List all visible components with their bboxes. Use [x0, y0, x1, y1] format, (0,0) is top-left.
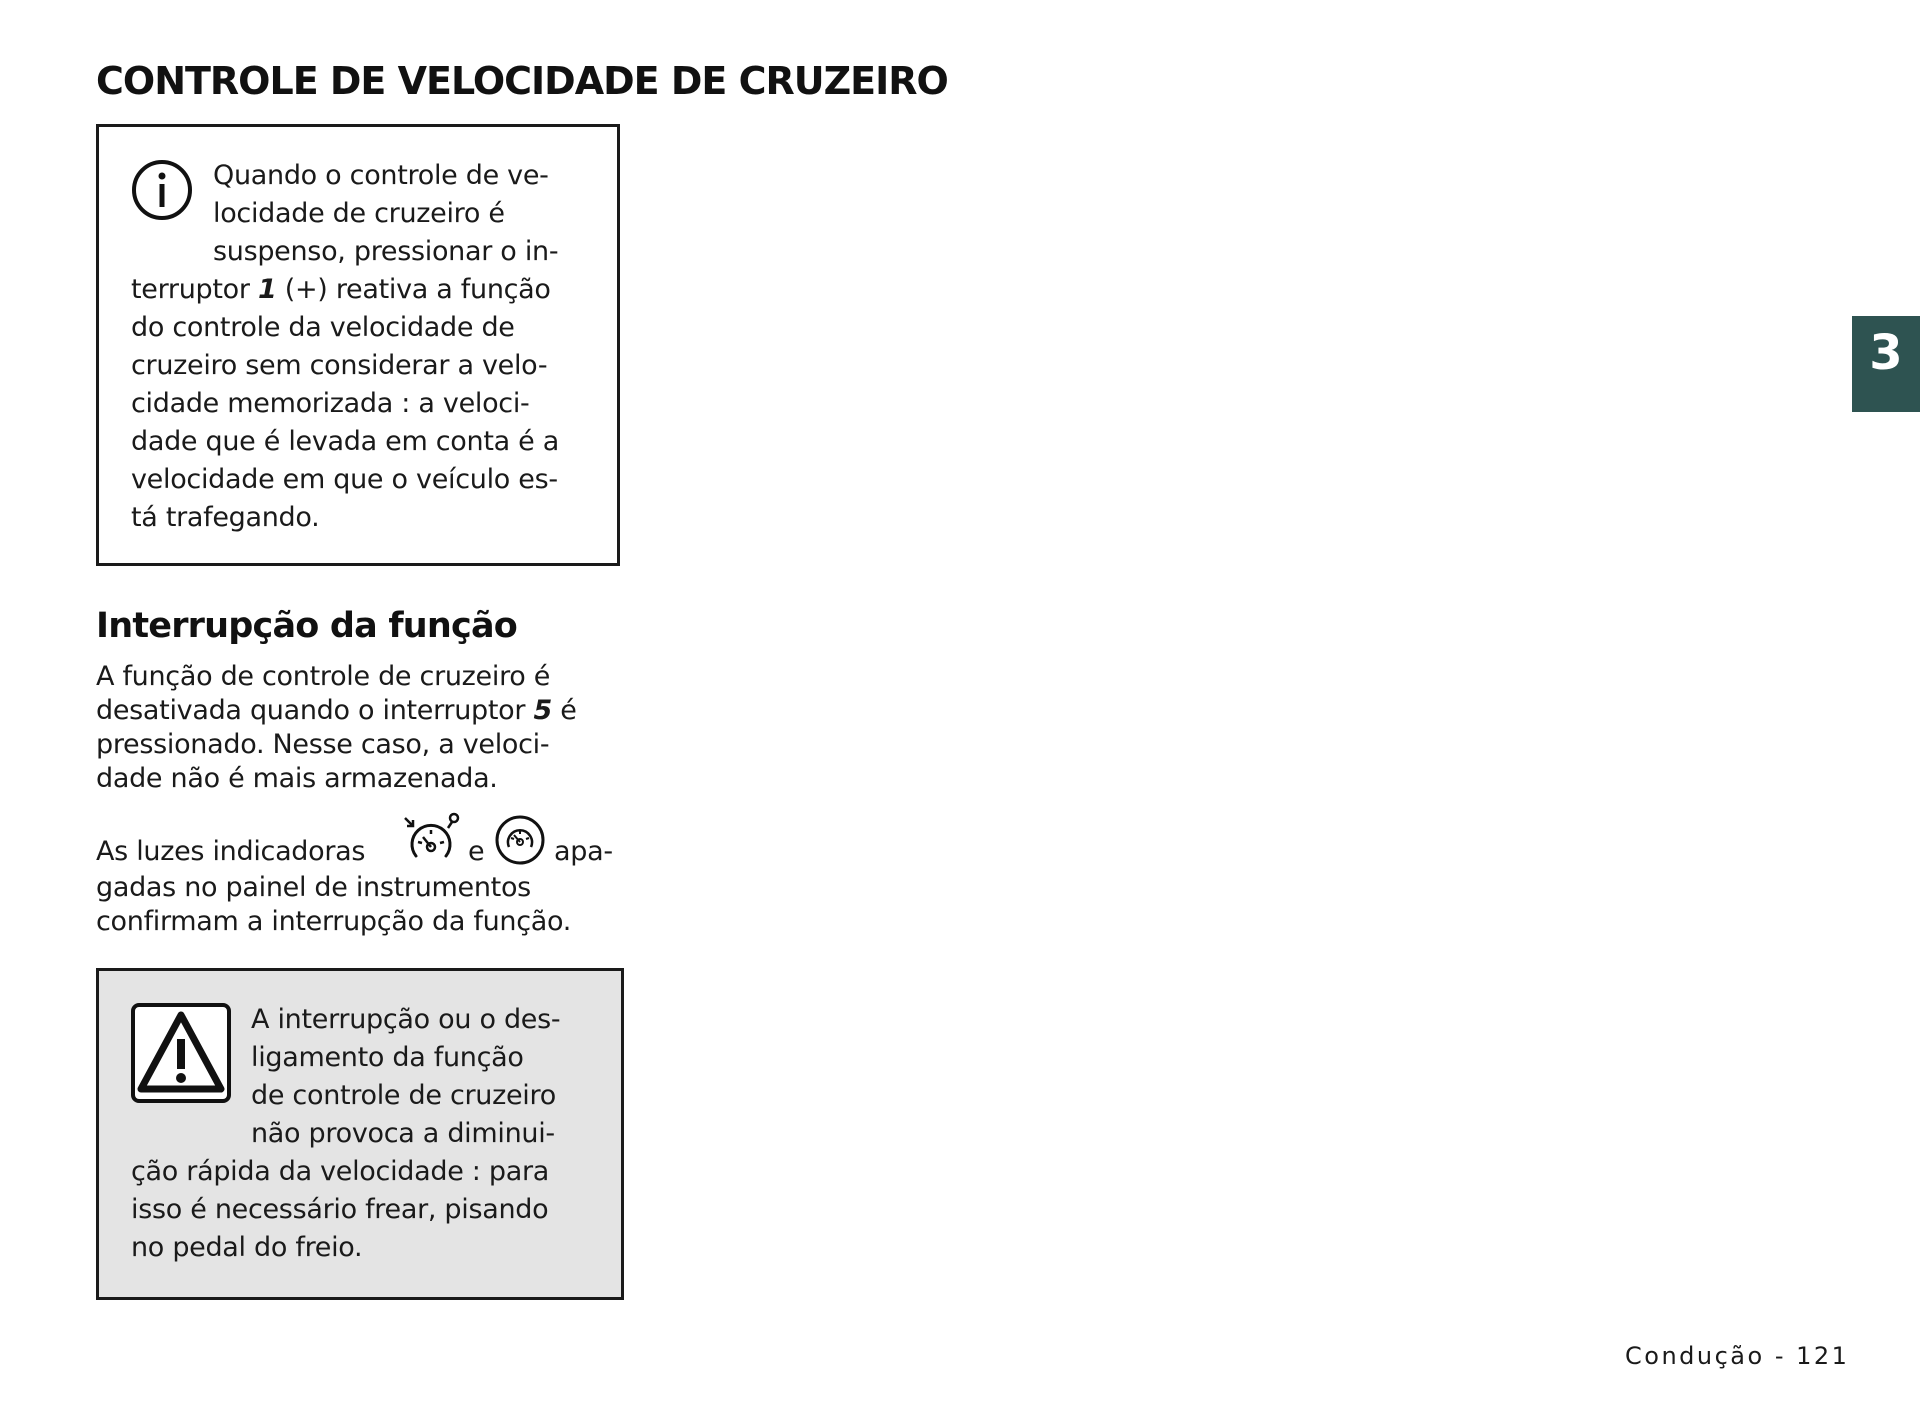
info-text-line: cruzeiro sem considerar a velo- [131, 350, 548, 381]
body-text-line: gadas no painel de instrumentos [96, 872, 531, 903]
switch-number: 5 [533, 695, 552, 726]
body-text-line: pressionado. Nesse caso, a veloci- [96, 729, 550, 760]
info-text-line: cidade memorizada : a veloci- [131, 388, 530, 419]
body-text-segment: apa- [554, 836, 613, 867]
warning-text-line: isso é necessário frear, pisando [131, 1194, 549, 1225]
info-text-line: do controle da velocidade de [131, 312, 515, 343]
info-text-segment: terruptor [131, 274, 258, 305]
warning-text-line: não provoca a diminui- [251, 1118, 555, 1149]
chapter-tab: 3 [1852, 316, 1920, 412]
warning-text-line: ligamento da função [251, 1042, 524, 1073]
info-text-segment: (+) reativa a função [276, 274, 551, 305]
warning-note-box [96, 968, 624, 1300]
section-heading: Interrupção da função [96, 606, 518, 646]
switch-number: 1 [257, 274, 277, 305]
page-title: CONTROLE DE VELOCIDADE DE CRUZEIRO [96, 59, 948, 103]
body-text-segment: e [468, 836, 485, 867]
warning-text-line: ção rápida da velocidade : para [131, 1156, 549, 1187]
cruise-control-off-icon [402, 812, 462, 866]
body-text-line: As luzes indicadoras [96, 836, 366, 867]
warning-triangle-icon [131, 1003, 231, 1103]
info-text-line: tá trafegando. [131, 502, 320, 533]
body-text-line: confirmam a interrupção da função. [96, 906, 572, 937]
info-note-box [96, 124, 620, 566]
info-text-line: velocidade em que o veículo es- [131, 464, 558, 495]
body-text-line: dade não é mais armazenada. [96, 763, 498, 794]
warning-text-line: de controle de cruzeiro [251, 1080, 556, 1111]
page-footer: Condução - 121 [1625, 1342, 1850, 1370]
body-text-line: A função de controle de cruzeiro é [96, 661, 551, 692]
body-text-segment: desativada quando o interruptor [96, 695, 534, 726]
warning-text-line: no pedal do freio. [131, 1232, 363, 1263]
body-text-segment: é [551, 695, 577, 726]
speed-limiter-icon [494, 814, 546, 866]
info-text-line: dade que é levada em conta é a [131, 426, 559, 457]
info-circle-icon [131, 159, 193, 221]
info-text-line: locidade de cruzeiro é [213, 198, 505, 229]
info-text-line: Quando o controle de ve- [213, 160, 549, 191]
warning-text-line: A interrupção ou o des- [251, 1004, 561, 1035]
body-text-line [96, 694, 577, 728]
info-text-line: suspenso, pressionar o in- [213, 236, 559, 267]
info-text-line [131, 271, 551, 309]
